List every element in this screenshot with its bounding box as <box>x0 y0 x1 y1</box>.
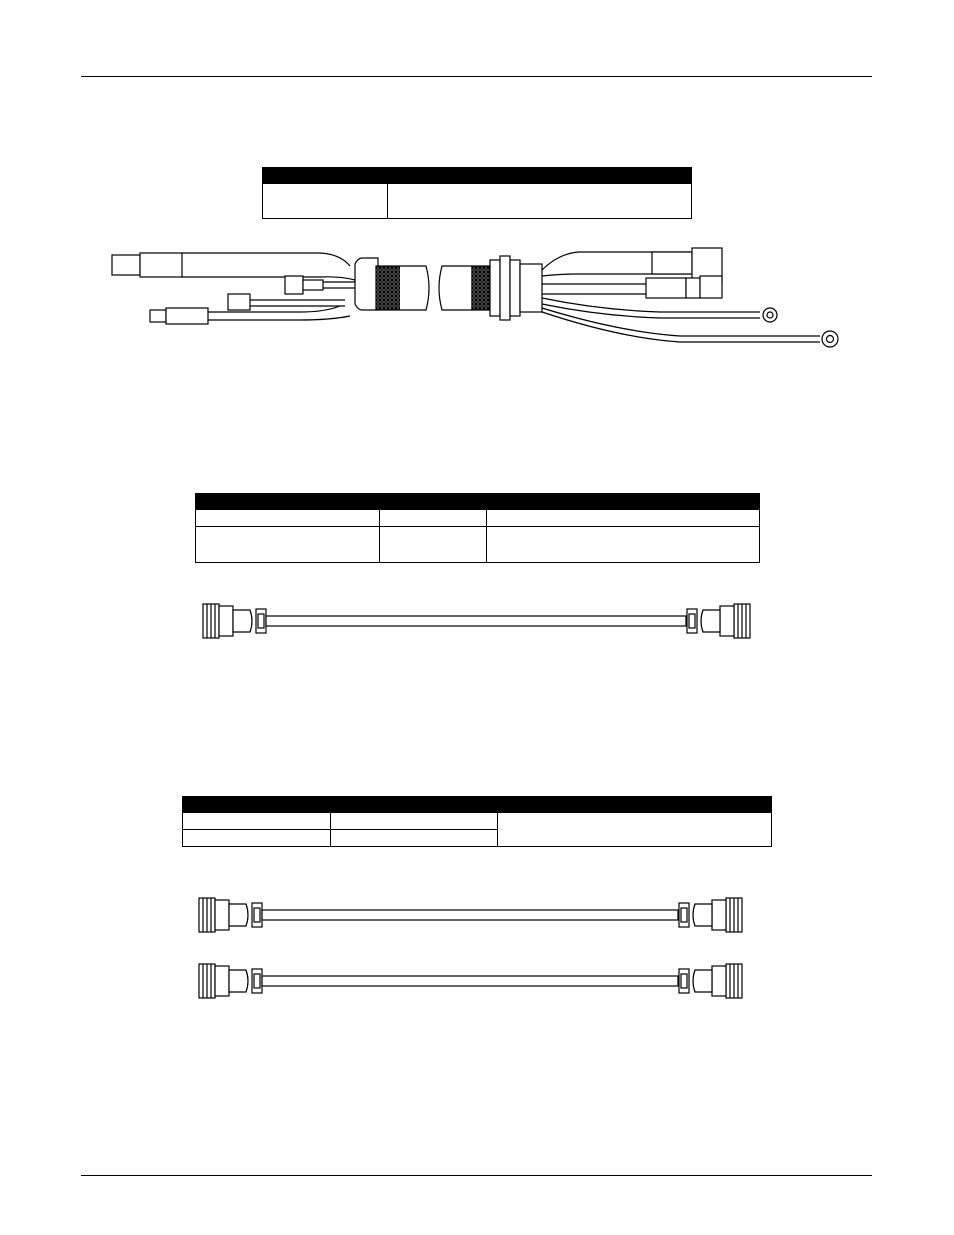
connector-left-icon <box>203 604 266 638</box>
connector-right-icon <box>679 898 742 932</box>
connector-cable-pair-illustration <box>196 894 752 1004</box>
table-cell <box>388 184 692 219</box>
terminal-icon <box>228 294 250 310</box>
connector-right-icon <box>687 604 750 638</box>
table-cell <box>263 184 388 219</box>
connector-cable-illustration <box>200 600 760 644</box>
table-cell <box>183 813 331 830</box>
table-header-cell <box>388 168 692 184</box>
table-cell <box>331 813 498 830</box>
table-header-cell <box>380 494 487 510</box>
table-row <box>183 813 772 830</box>
table-header-row <box>183 797 772 813</box>
fitting-icon <box>700 276 722 298</box>
footer-rule <box>81 1175 872 1176</box>
table-row <box>263 184 692 219</box>
table-cell <box>196 510 380 527</box>
table-header-cell <box>263 168 388 184</box>
lead-assembly-illustration <box>100 236 860 366</box>
table-header-cell <box>487 494 760 510</box>
table-row <box>196 527 760 563</box>
fitting-icon <box>150 310 166 322</box>
ring-terminal-icon <box>822 331 838 347</box>
table-cell <box>487 510 760 527</box>
parts-table-2 <box>195 493 760 563</box>
table-cell <box>380 510 487 527</box>
parts-table-3 <box>182 796 772 847</box>
table-cell <box>183 830 331 847</box>
parts-table-1 <box>262 167 692 219</box>
table-cell <box>498 813 772 847</box>
table-cell <box>487 527 760 563</box>
table-header-row <box>263 168 692 184</box>
table-header-cell <box>331 797 498 813</box>
fitting-icon <box>285 276 303 294</box>
table-header-row <box>196 494 760 510</box>
connector-left-icon <box>199 964 262 998</box>
connector-right-icon <box>679 964 742 998</box>
fitting-icon <box>112 255 140 275</box>
table-header-cell <box>183 797 331 813</box>
connector-left-icon <box>199 898 262 932</box>
table-cell <box>380 527 487 563</box>
table-cell <box>196 527 380 563</box>
table-header-cell <box>498 797 772 813</box>
table-header-cell <box>196 494 380 510</box>
ring-terminal-icon <box>763 308 777 322</box>
header-rule <box>81 76 872 77</box>
table-row <box>196 510 760 527</box>
table-cell <box>331 830 498 847</box>
